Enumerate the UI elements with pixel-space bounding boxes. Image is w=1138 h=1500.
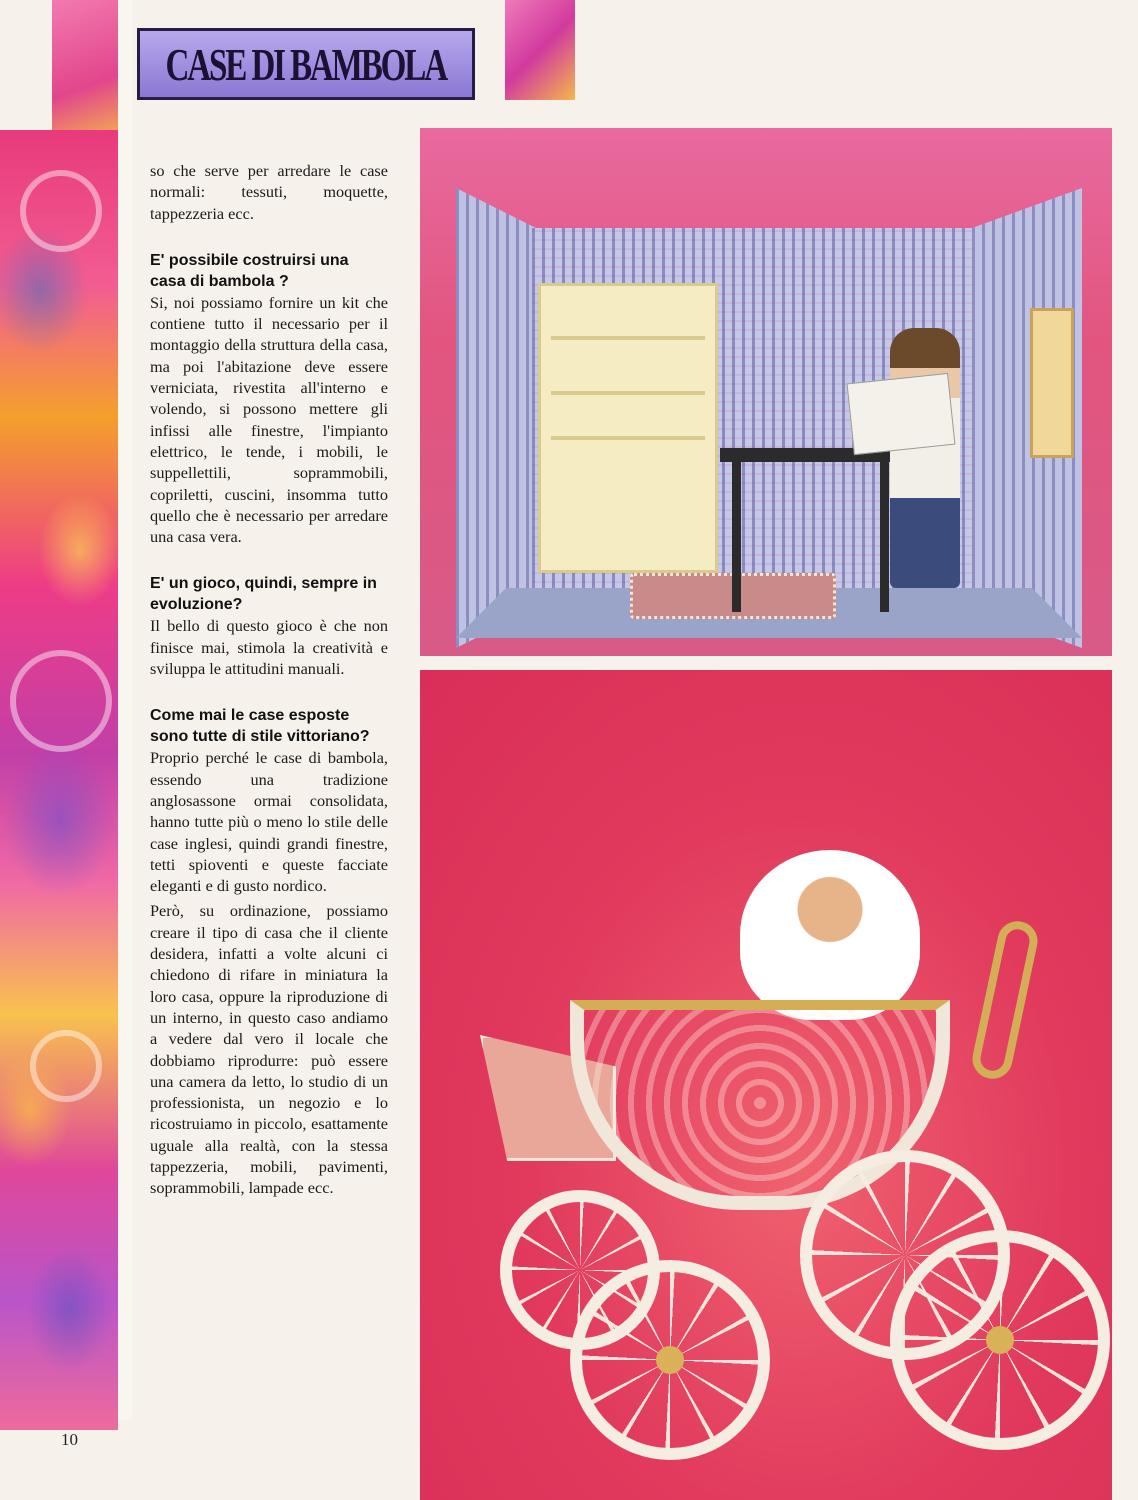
- wheel-hub: [656, 1346, 684, 1374]
- page-title-text: CASE DI BAMBOLA: [165, 38, 447, 90]
- decorative-top-strip: [52, 0, 122, 140]
- pram-handle: [969, 918, 1041, 1083]
- doll-figure: [890, 328, 960, 588]
- answer-paragraph: Però, su ordinazione, possiamo creare il tipo di casa che il cliente desidera, infatti a volte alcuni ci chiedono di rifare in miniatura la loro casa, oppure la riproduzione di un interno, in questo caso andiamo a vedere dal vero il locale che dobbiamo riprodurre: può essere una camera da letto, lo studio di un professionista, un negozio e lo ricostruiamo in piccolo, esattamente uguale alla realtà, con la stessa tappezzeria, mobili, pavimenti, soprammobili, lampade ecc.: [150, 901, 388, 1198]
- page-title: [137, 28, 475, 100]
- miniature-cabinet: [538, 283, 718, 573]
- answer-paragraph: Si, noi possiamo fornire un kit che contiene tutto il necessario per il montaggio della struttura della casa, ma poi l'abitazione deve essere verniciata, rivestita all'interno e volendo, si possono mettere gli infissi alle finestre, l'impianto elettrico, le tende, i mobili, le suppellettili, soprammobili, copriletti, cuscini, insomma tutto quello che è necessario per arredare una casa vera.: [150, 292, 388, 547]
- paragraph-gap: [150, 551, 388, 573]
- article-column: [150, 160, 388, 1203]
- swirl-decoration: [20, 170, 102, 252]
- wheel-hub: [986, 1326, 1014, 1354]
- baby-doll: [740, 850, 920, 1020]
- answer-paragraph: Proprio perché le case di bambola, essendo una tradizione anglosassone ormai consolidata, hanno tutte più o meno lo stile delle case inglesi, quindi grandi finestre, tetti spioventi e queste facciate eleganti e di gusto nordico.: [150, 748, 388, 896]
- paragraph-gap: [150, 683, 388, 705]
- decorative-top-corner: [505, 0, 575, 100]
- table-leg: [732, 462, 741, 612]
- miniature-newspaper: [847, 373, 956, 455]
- swirl-decoration: [10, 650, 112, 752]
- miniature-window: [1030, 308, 1074, 458]
- page-number: 10: [61, 1430, 78, 1449]
- photo-doll-pram: [420, 670, 1112, 1500]
- paragraph-gap: [150, 228, 388, 250]
- decorative-left-strip: [0, 130, 118, 1430]
- answer-paragraph: so che serve per arredare le case normali: tessuti, moquette, tappezzeria ecc.: [150, 161, 388, 223]
- answer-paragraph: Il bello di questo gioco è che non finisce mai, stimola la creatività e sviluppa le attitudini manuali.: [150, 616, 388, 679]
- question-heading: E' possibile costruirsi una casa di bambola ?: [150, 251, 349, 290]
- question-heading: E' un gioco, quindi, sempre in evoluzione?: [150, 575, 377, 614]
- swirl-decoration: [30, 1030, 102, 1102]
- table-leg: [880, 462, 889, 612]
- question-heading: Come mai le case esposte sono tutte di stile vittoriano?: [150, 707, 370, 746]
- room-wall-left: [456, 188, 536, 648]
- photo-doll-room: [420, 128, 1112, 656]
- column-gutter: [118, 0, 132, 1420]
